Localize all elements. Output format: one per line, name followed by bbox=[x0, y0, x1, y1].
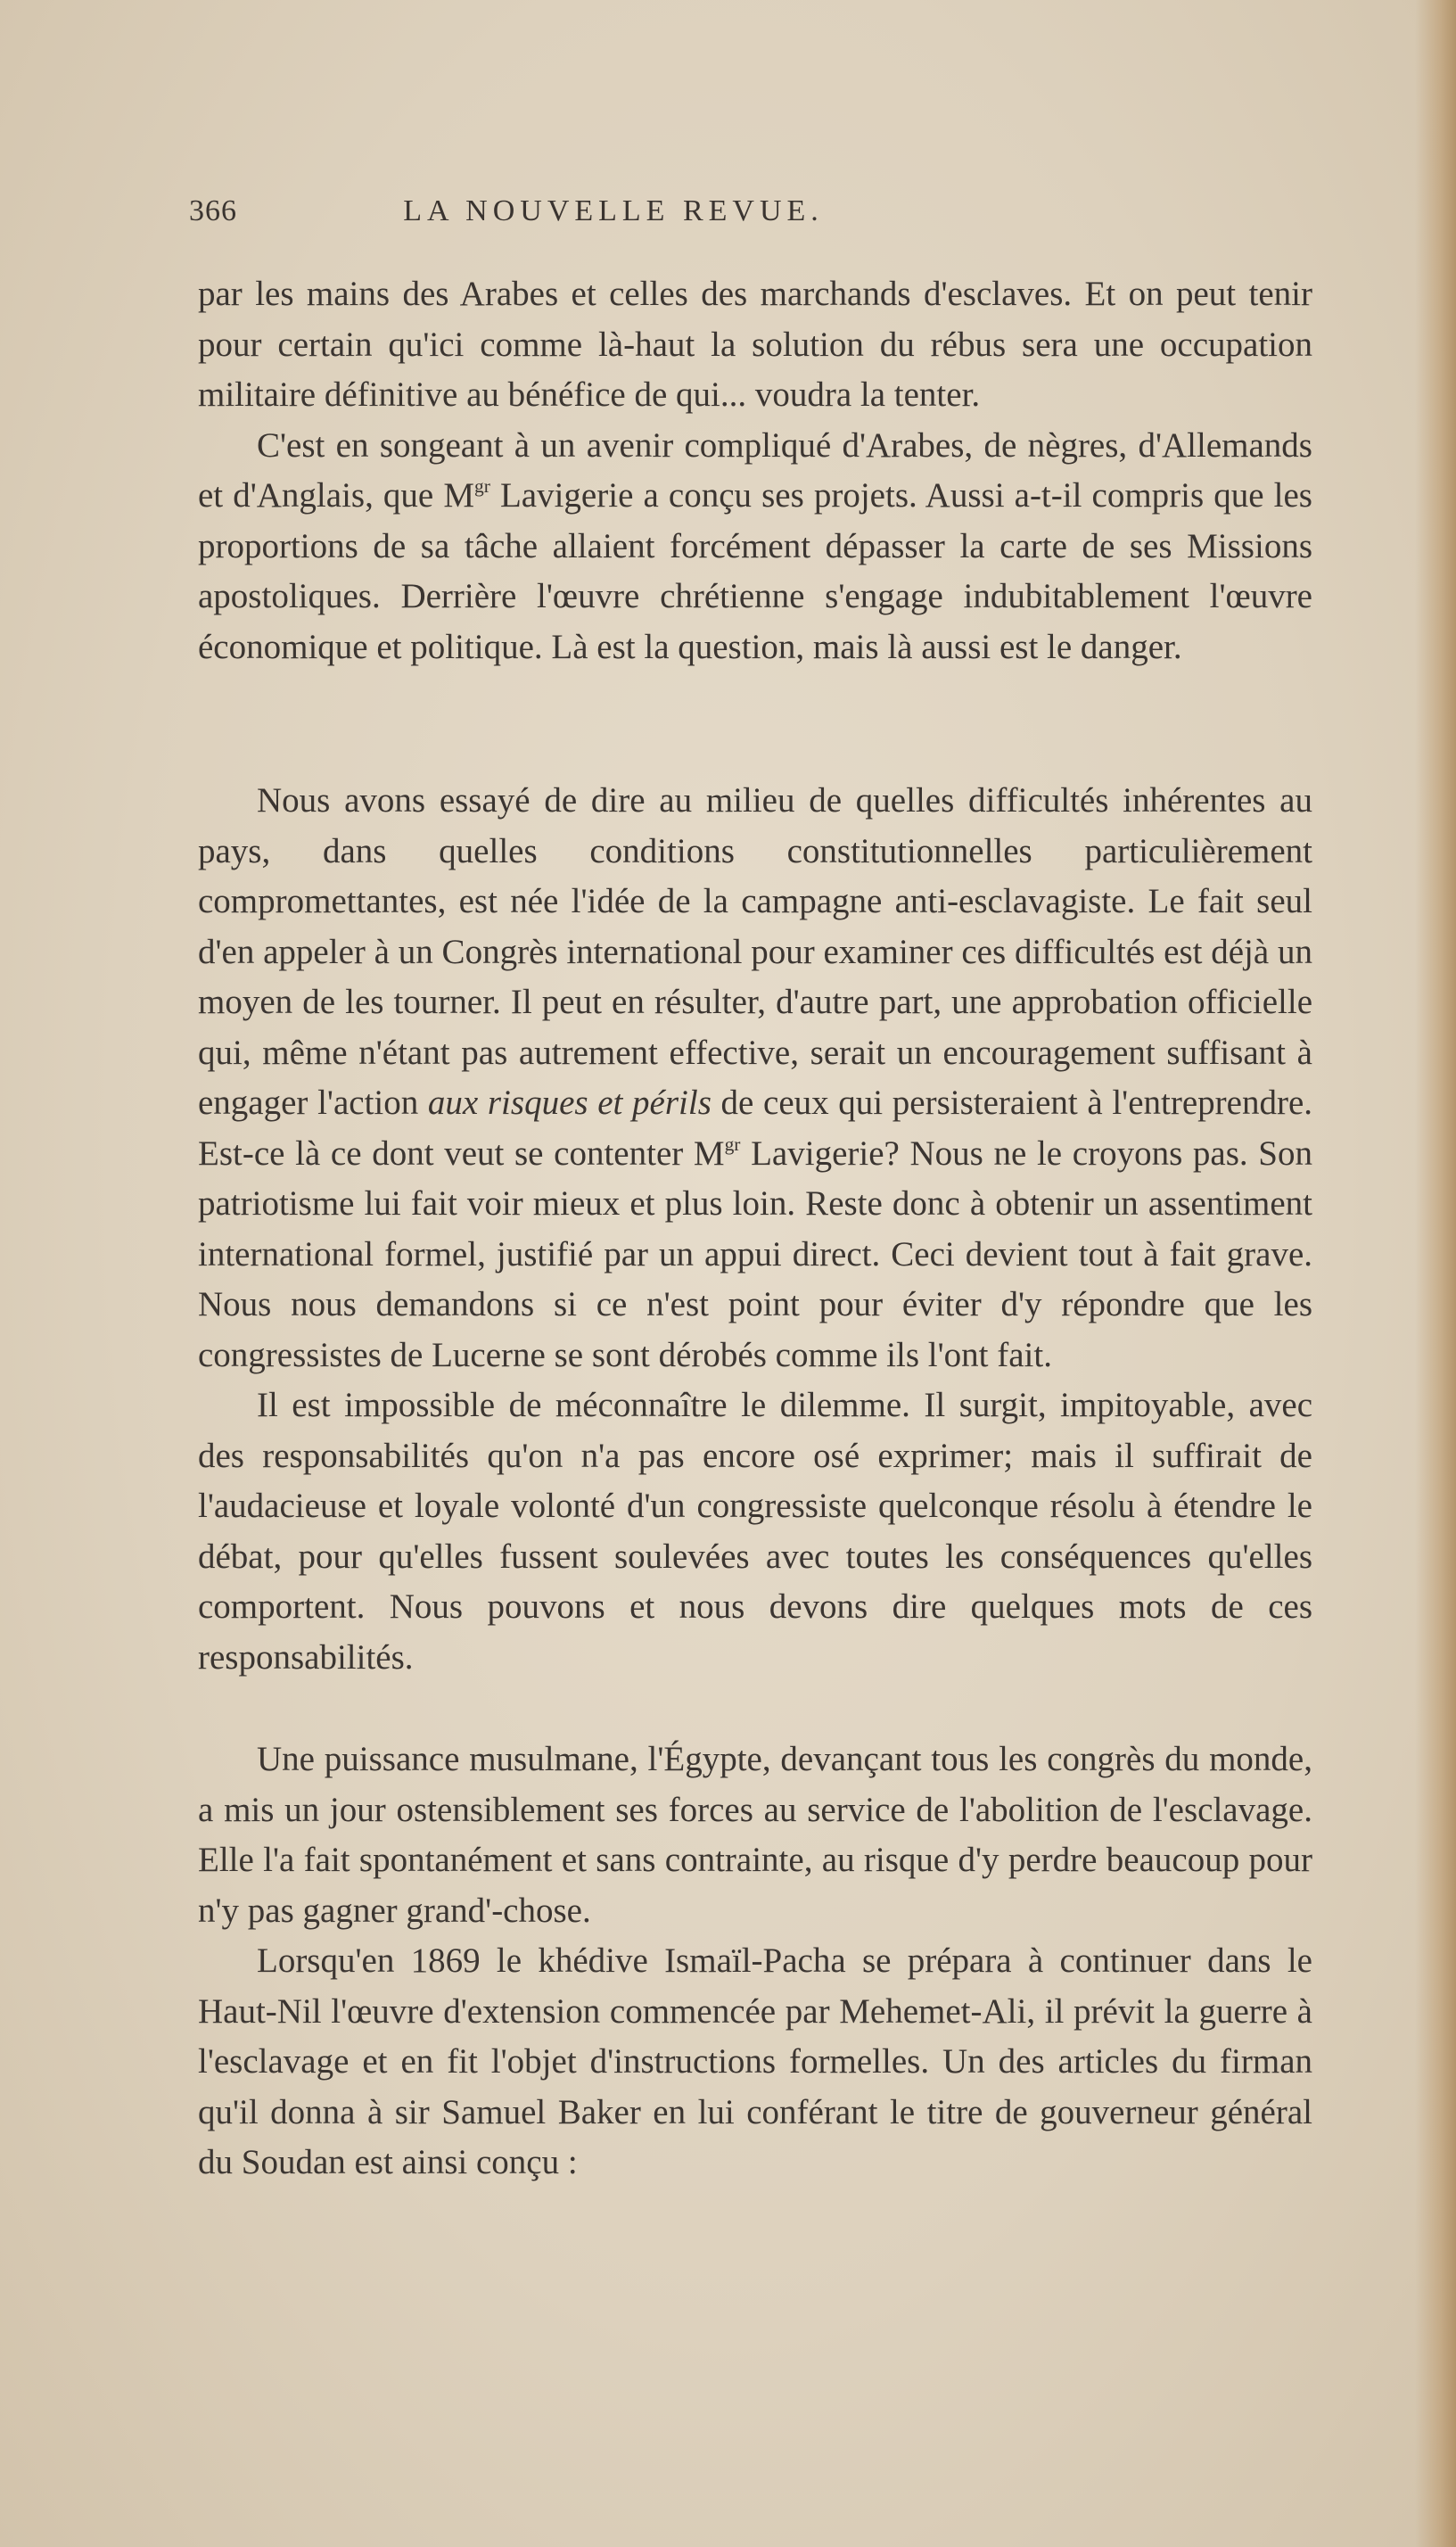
paragraph: Lorsqu'en 1869 le khédive Ismaïl-Pacha se prépara à continuer dans le Haut-Nil l'œuvre d'extension commencée par Mehemet-Ali, il prévit la guerre à l'esclavage et en fit l'objet d'instructions formelles. Un des articles du firman qu'il donna à sir Samuel Baker en lui conférant le titre de gouverneur général du Soudan est ainsi conçu : bbox=[198, 1941, 1312, 2181]
page-edge-shadow bbox=[1415, 0, 1456, 2547]
page-header bbox=[189, 194, 1002, 239]
text-section-1 bbox=[198, 269, 1312, 672]
text-section-3 bbox=[198, 1735, 1312, 2188]
paragraph: C'est en songeant à un avenir compliqué d'Arabes, de nègres, d'Allemands et d'Anglais, que $M^{gr}$ Lavigerie a conçu ses projets. Aussi a-t-il compris que les proportions de sa tâche allaient forcément dépasser la carte de ses Missions apostoliques. Derrière l'œuvre chrétienne s'engage indubitablement l'œuvre économique et politique. Là est la question, mais là aussi est le danger. bbox=[198, 425, 1312, 666]
running-title: LA NOUVELLE REVUE. bbox=[403, 194, 824, 227]
paragraph: Une puissance musulmane, l'Égypte, devançant tous les congrès du monde, a mis un jour ostensiblement ses forces au service de l'abolition de l'esclavage. Elle l'a fait spontanément et sans contrainte, au risque d'y perdre beaucoup pour n'y pas gagner grand'-chose. bbox=[198, 1740, 1312, 1930]
text-section-2 bbox=[198, 776, 1312, 1683]
paragraph: Il est impossible de méconnaître le dilemme. Il surgit, impitoyable, avec des responsabilités qu'on n'a pas encore osé exprimer; mais il suffirait de l'audacieuse et loyale volonté d'un congressiste quelconque résolu à étendre le débat, pour qu'elles fussent soulevées avec toutes les conséquences qu'elles comportent. Nous pouvons et nous devons dire quelques mots de ces responsabilités. bbox=[198, 1386, 1312, 1677]
paragraph: Nous avons essayé de dire au milieu de quelles difficultés inhérentes au pays, dans quelles conditions constitutionnelles particulièrement compromettantes, est née l'idée de la campagne anti-esclavagiste. Le fait seul d'en appeler à un Congrès international pour examiner ces difficultés est déjà un moyen de les tourner. Il peut en résulter, d'autre part, une approbation officielle qui, même n'étant pas autrement effective, serait un encouragement suffisant à engager l'action aux risques et périls de ceux qui persisteraient à l'entreprendre. Est-ce là ce dont veut se contenter $M^{gr}$ Lavigerie? Nous ne le croyons pas. Son patriotisme lui fait voir mieux et plus loin. Reste donc à obtenir un assentiment international formel, justifié par un appui direct. Ceci devient tout à fait grave. Nous nous demandons si ce n'est point pour éviter d'y répondre que les congressistes de Lucerne se sont dérobés comme ils l'ont fait. bbox=[198, 781, 1313, 1374]
paragraph: par les mains des Arabes et celles des marchands d'esclaves. Et on peut tenir pour certain qu'ici comme là-haut la solution du rébus sera une occupation militaire définitive au bénéfice de qui... voudra la tenter. bbox=[198, 275, 1312, 414]
page-number: 366 bbox=[189, 194, 237, 227]
